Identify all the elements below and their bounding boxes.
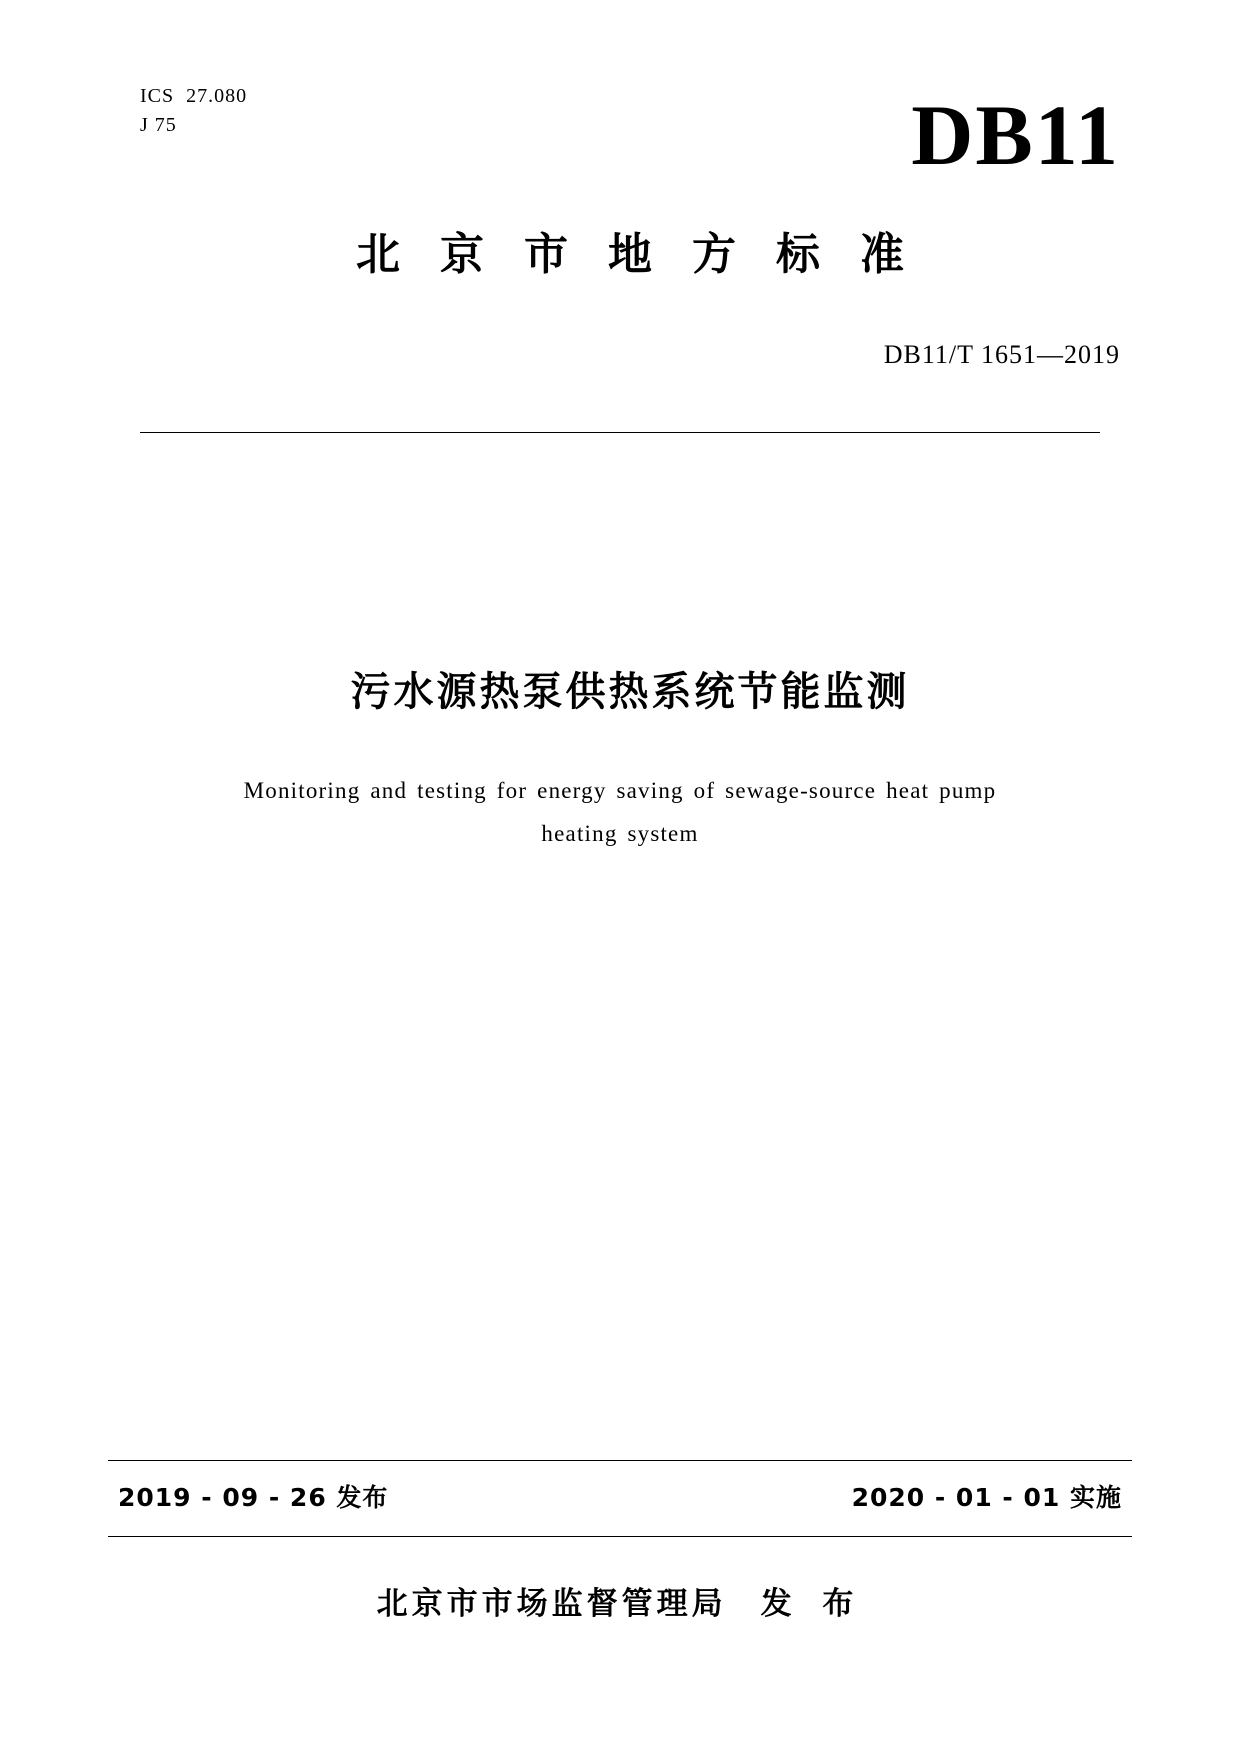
- document-title-english-line1: Monitoring and testing for energy saving of sewage-source heat pump: [243, 778, 997, 803]
- document-title-chinese: 污水源热泵供热系统节能监测: [350, 669, 910, 715]
- standard-number: DB11/T 1651—2019: [883, 340, 1120, 369]
- document-title-english-line2: heating system: [541, 820, 699, 846]
- issue-date: 2019 - 09 - 26 发布: [118, 1483, 389, 1512]
- publisher-verb: 发 布: [760, 1586, 864, 1622]
- header-divider: [140, 432, 1100, 433]
- db11-logo: DB11: [911, 87, 1120, 183]
- footer-divider-upper: [108, 1460, 1132, 1461]
- publisher-line: [0, 1578, 1240, 1623]
- ccs-code: J 75: [140, 114, 177, 136]
- effective-date: 2020 - 01 - 01 实施: [851, 1483, 1122, 1512]
- classification-codes: [140, 82, 247, 140]
- publisher-name: 北京市市场监督管理局: [376, 1586, 727, 1622]
- footer-divider-lower: [108, 1536, 1132, 1537]
- document-title-english: [120, 770, 1120, 855]
- ics-code: ICS 27.080: [140, 85, 248, 107]
- standard-series-title: 北京市地方标准: [356, 229, 944, 280]
